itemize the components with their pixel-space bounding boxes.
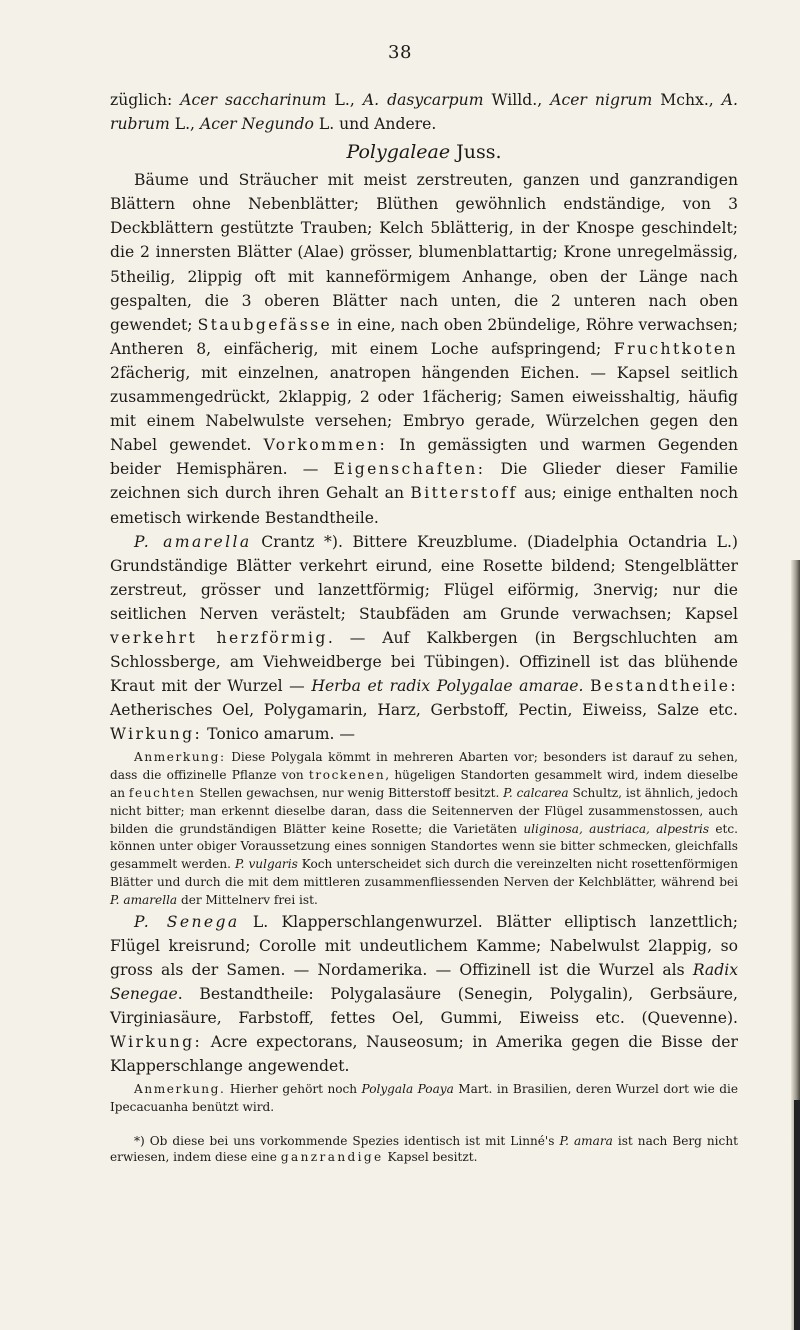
description-text: in eine, nach oben 2bündelige, Röhre verwachsen; Antheren 8, einfächerig, mit einem Loche aufspringend;: [110, 315, 738, 358]
spaced-term: Bestandtheile:: [590, 677, 738, 696]
note-text: etc. können unter obiger Voraussetzung eines sonnigen Standortes wenn sie bitter schmecken, gleichfalls gesammelt werden.: [110, 821, 739, 872]
note-text: , hügeligen Standorten gesammelt wird, indem dieselbe an: [110, 768, 738, 801]
note-text: Diese Polygala kömmt in mehreren Abarten vor; besonders ist darauf zu sehen, dass die offizinelle Pflanze von: [110, 750, 738, 783]
spaced-term: Wirkung:: [110, 1033, 203, 1052]
spaced-term: Bitterstoff: [410, 484, 518, 503]
species-name: Polygala Poaya: [361, 1082, 454, 1097]
spaced-term: Eigenschaften:: [333, 460, 486, 479]
species-text: Tonico amarum. —: [202, 725, 355, 744]
spaced-term: Wirkung:: [110, 725, 203, 744]
footnote: [110, 1133, 738, 1166]
species-text: Aetherisches Oel, Polygamarin, Harz, Gerbstoff, Pectin, Eiweiss, Salze etc.: [110, 701, 738, 720]
species-name: Acer saccharinum: [180, 91, 327, 109]
author: L. und Andere.: [313, 115, 437, 134]
spaced-term: verkehrt herzförmig: [110, 628, 328, 647]
note-text: Stellen gewachsen, nur wenig Bitterstoff besitzt.: [195, 786, 504, 801]
author: L.,: [326, 91, 363, 109]
species-name: A. dasycarpum: [362, 91, 484, 109]
note-text: Koch unterscheidet sich durch die vereinzelten nicht rosettenförmigen Blätter und durch die mit dem mittleren zusammenfliessenden Nerven der Kelchblätter, während bei: [110, 857, 739, 890]
note-text: Mart. in Brasilien, deren Wurzel dort wie die Ipecacuanha benützt wird.: [110, 1082, 738, 1115]
author: Mchx.,: [652, 91, 722, 109]
drug-name: Herba et radix Polygalae amarae.: [311, 677, 584, 696]
spaced-term: Vorkommen:: [263, 436, 388, 455]
note-text: der Mittelnerv frei ist.: [177, 892, 318, 907]
species-name: P. amarella: [134, 532, 252, 551]
author: Willd.,: [483, 91, 551, 109]
species-text: L. Klapperschlangenwurzel. Blätter elliptisch lanzettlich; Flügel kreisrund; Corolle mit undeutlichem Kamme; Nabelwulst 2lappig, so gross als der Samen. — Nordamerika. — Offizinell ist die Wurzel als: [110, 912, 738, 979]
note-label: Anmerkung.: [134, 1082, 226, 1097]
author: L.,: [169, 115, 200, 134]
footnote-text: *) Ob diese bei uns vorkommende Spezies identisch ist mit Linné's: [134, 1133, 560, 1148]
species-amarella: [110, 530, 738, 747]
species-text: . Bestandtheile: Polygalasäure (Senegin, Polygalin), Gerbsäure, Virginiasäure, Farbstoff, fettes Oel, Gummi, Eiweiss etc. (Quevenne).: [110, 984, 738, 1027]
spaced-term: ganzrandige: [280, 1150, 384, 1165]
species-name: P. vulgaris: [234, 857, 298, 872]
species-name: A. rubrum: [110, 91, 739, 134]
note-amarella: [110, 749, 738, 909]
description-text: Die Glieder dieser Familie zeichnen sich durch ihren Gehalt an: [110, 460, 738, 503]
page-edge-dark: [794, 1100, 800, 1330]
family-name: Polygaleae: [346, 141, 451, 164]
page-content: [110, 88, 738, 1166]
spaced-term: Staubgefässe: [197, 315, 333, 334]
species-name: Acer nigrum: [550, 91, 653, 109]
species-name: P. Senega: [134, 912, 240, 931]
species-senega: [110, 910, 738, 1079]
species-name: P. amara: [559, 1133, 613, 1148]
spaced-term: feuchten: [128, 786, 196, 801]
page-number: 38: [388, 42, 412, 63]
note-text: Hierher gehört noch: [225, 1082, 362, 1097]
spaced-term: trockenen: [308, 768, 386, 783]
species-name: Acer Negundo: [199, 115, 314, 134]
description-text: In gemässigten und warmen Gegenden beider Hemisphären. —: [110, 436, 738, 479]
description-text: Bäume und Sträucher mit meist zerstreuten, ganzen und ganzrandigen Blättern ohne Nebenblätter; Blüthen gewöhnlich endständige, von 3 Deckblättern gestützte Trauben; Kelch 5blätterig, in der Knospe geschindelt; die 2 innersten Blätter (Alae) grösser, blumenblattartig; Krone unregelmässig, 5theilig, 2lippig oft mit kanneförmigem Anhange, oben der Länge nach gespalten, die 3 oberen Blätter nach unten, die 2 unteren nach oben gewendet;: [110, 171, 738, 334]
species-text: Acre expectorans, Nauseosum; in Amerika gegen die Bisse der Klapperschlange angewendet.: [110, 1033, 738, 1076]
family-author: Juss.: [450, 141, 502, 164]
family-heading: [110, 138, 738, 166]
species-text: Crantz *). Bittere Kreuzblume. (Diadelphia Octandria L.) Grundständige Blätter verkehrt eirund, eine Rosette bildend; Stengelblätter zerstreut, grösser und lanzettförmig; Flügel eiförmig, 3nervig; nur die seitlichen Nerven verästelt; Staubfäden am Grunde verwachsen; Kapsel: [110, 532, 739, 623]
species-name: P. calcarea: [503, 786, 569, 801]
species-text: . — Auf Kalkbergen (in Bergschluchten am Schlossberge, am Viehweidberge bei Tübingen). Offizinell ist das blühende Kraut mit der Wurzel —: [110, 628, 738, 696]
family-description: [110, 168, 738, 529]
description-text: 2fächerig, mit einzelnen, anatropen hängenden Eichen. — Kapsel seitlich zusammengedrückt, 2klappig, 2 oder 1fächerig; Samen eiweisshaltig, häufig mit einem Nabelwulste versehen; Embryo gerade, Würzelchen gegen den Nabel gewendet.: [110, 363, 738, 455]
note-senega: [110, 1081, 738, 1117]
intro-paragraph: [110, 88, 738, 136]
footnote-text: ist nach Berg nicht erwiesen, indem diese eine: [110, 1133, 738, 1165]
intro-lead: züglich:: [110, 91, 181, 109]
note-label: Anmerkung:: [134, 750, 226, 765]
footnote-text: Kapsel besitzt.: [383, 1150, 478, 1165]
description-text: aus; einige enthalten noch emetisch wirkende Bestandtheile.: [110, 484, 738, 527]
note-text: Schultz, ist ähnlich, jedoch nicht bitter; man erkennt dieselbe daran, dass die Seitennerven der Flügel zusammenstossen, auch bilden die grundständigen Blätter keine Rosette; die Varietäten: [110, 786, 739, 836]
species-name: P. amarella: [110, 892, 178, 907]
drug-name: Radix Senegae: [110, 960, 738, 1003]
species-name: uliginosa, austriaca, alpestris: [523, 821, 710, 836]
spaced-term: Fruchtkoten: [613, 339, 738, 358]
